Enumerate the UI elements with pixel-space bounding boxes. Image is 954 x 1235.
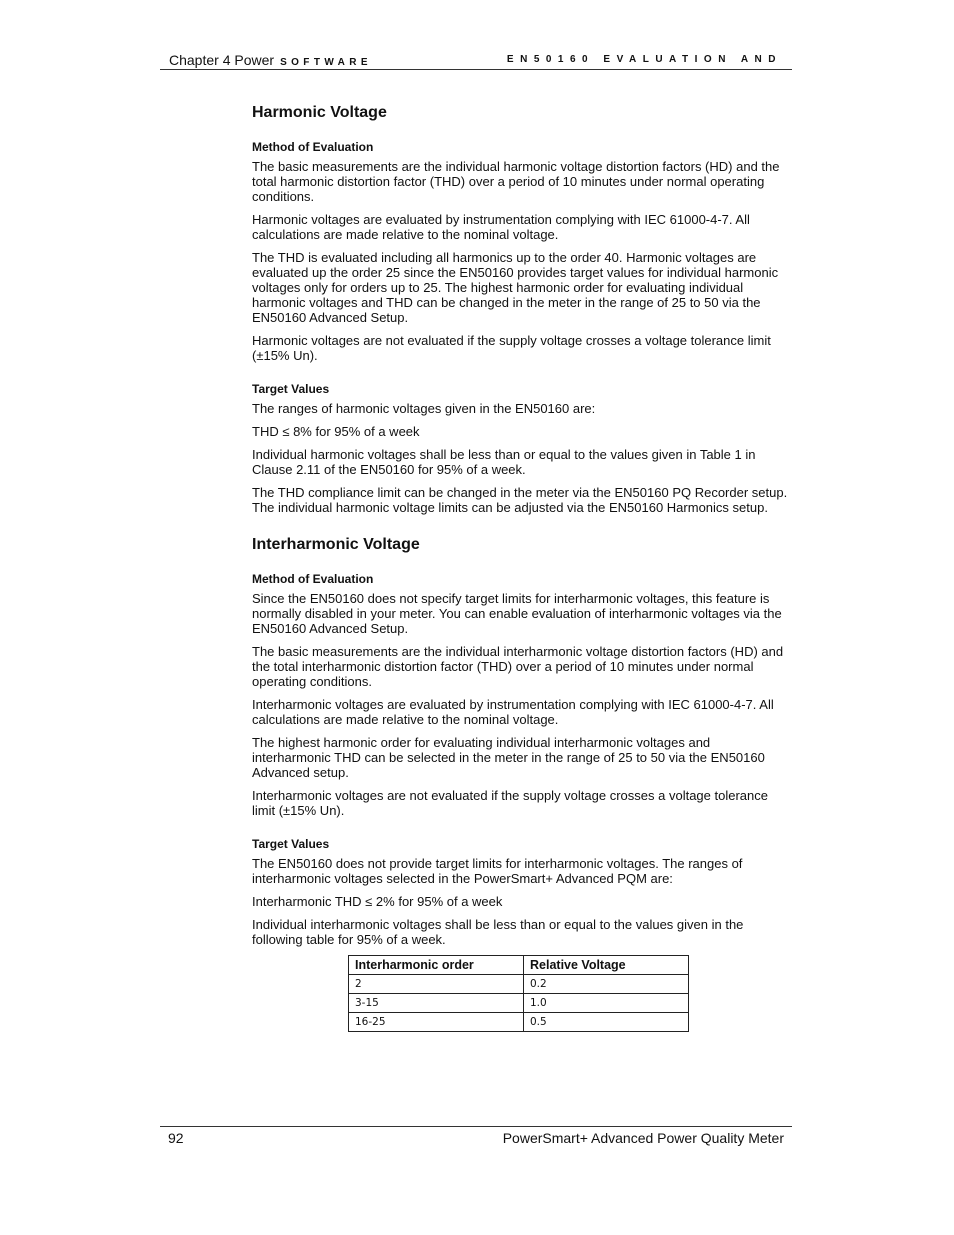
footer-title: PowerSmart+ Advanced Power Quality Meter: [502, 1130, 784, 1146]
paragraph: The basic measurements are the individual harmonic voltage distortion factors (HD) and the total harmonic distortion factor (THD) over a period of 10 minutes under normal operating conditions.: [252, 159, 780, 204]
paragraph: Harmonic voltages are evaluated by instrumentation complying with IEC 61000-4-7. All calculations are made relative to the nominal voltage.: [252, 212, 750, 242]
paragraph: The EN50160 does not provide target limits for interharmonic voltages. The ranges of interharmonic voltages selected in the PowerSmart+ Advanced PQM are:: [252, 856, 743, 886]
table-row: [349, 1013, 689, 1032]
interharmonic-table: [348, 955, 689, 1032]
paragraph: THD ≤ 8% for 95% of a week: [252, 424, 420, 439]
paragraph: Harmonic voltages are not evaluated if the supply voltage crosses a voltage tolerance limit (±15% Un).: [252, 333, 771, 363]
header-chapter-title: Chapter 4 Power: [169, 52, 275, 68]
subheading-targets: Target Values: [252, 382, 330, 396]
paragraph: The ranges of harmonic voltages given in the EN50160 are:: [252, 401, 596, 416]
page-content: [252, 103, 788, 1032]
page-footer: [160, 1126, 792, 1151]
paragraph: Interharmonic voltages are not evaluated if the supply voltage crosses a voltage tolerance limit (±15% Un).: [252, 788, 768, 818]
header-section-title: EN50160 EVALUATION AND: [506, 54, 782, 65]
page-header: [160, 50, 792, 70]
table-cell: 0.2: [524, 975, 689, 994]
paragraph: Interharmonic voltages are evaluated by instrumentation complying with IEC 61000-4-7. All calculations are made relative to the nominal voltage.: [252, 697, 774, 727]
table-cell: 2: [349, 975, 524, 994]
subheading-method: Method of Evaluation: [252, 140, 374, 154]
table-row: [349, 994, 689, 1013]
paragraph: The THD compliance limit can be changed in the meter via the EN50160 PQ Recorder setup. The individual harmonic voltage limits can be adjusted via the EN50160 Harmonics setup.: [252, 485, 788, 515]
subheading-targets: Target Values: [252, 837, 330, 851]
paragraph: Since the EN50160 does not specify target limits for interharmonic voltages, this feature is normally disabled in your meter. You can enable evaluation of interharmonic voltages via the EN50160 Advanced Setup.: [252, 591, 782, 636]
column-header: Interharmonic order: [349, 956, 524, 975]
section-title-harmonic: Harmonic Voltage: [252, 104, 387, 121]
subheading-method: Method of Evaluation: [252, 572, 374, 586]
table-header-row: [349, 956, 689, 975]
header-chapter: [169, 52, 372, 68]
paragraph: Individual harmonic voltages shall be less than or equal to the values given in Table 1 in Clause 2.11 of the EN50160 for 95% of a week.: [252, 447, 756, 477]
table-row: [349, 975, 689, 994]
paragraph: The basic measurements are the individual interharmonic voltage distortion factors (HD) and the total interharmonic distortion factor (THD) over a period of 10 minutes under normal operating conditions.: [252, 644, 784, 689]
table-cell: 16-25: [349, 1013, 524, 1032]
paragraph: Individual interharmonic voltages shall be less than or equal to the values given in the following table for 95% of a week.: [252, 917, 744, 947]
table-cell: 1.0: [524, 994, 689, 1013]
page-number: 92: [168, 1130, 184, 1146]
section-title-interharmonic: Interharmonic Voltage: [252, 536, 420, 553]
header-software: SOFTWARE: [280, 57, 372, 68]
column-header: Relative Voltage: [524, 956, 689, 975]
paragraph: Interharmonic THD ≤ 2% for 95% of a week: [252, 894, 503, 909]
paragraph: The THD is evaluated including all harmonics up to the order 40. Harmonic voltages are evaluated up the order 25 since the EN50160 provides target values for individual harmonic voltages only for orders up to 25. The highest harmonic order for evaluating individual harmonic voltages and THD can be changed in the meter in the range of 25 to 50 via the EN50160 Advanced Setup.: [252, 250, 779, 325]
table-cell: 0.5: [524, 1013, 689, 1032]
table-cell: 3-15: [349, 994, 524, 1013]
paragraph: The highest harmonic order for evaluating individual interharmonic voltages and interharmonic THD can be selected in the meter in the range of 25 to 50 via the EN50160 Advanced setup.: [252, 735, 765, 780]
